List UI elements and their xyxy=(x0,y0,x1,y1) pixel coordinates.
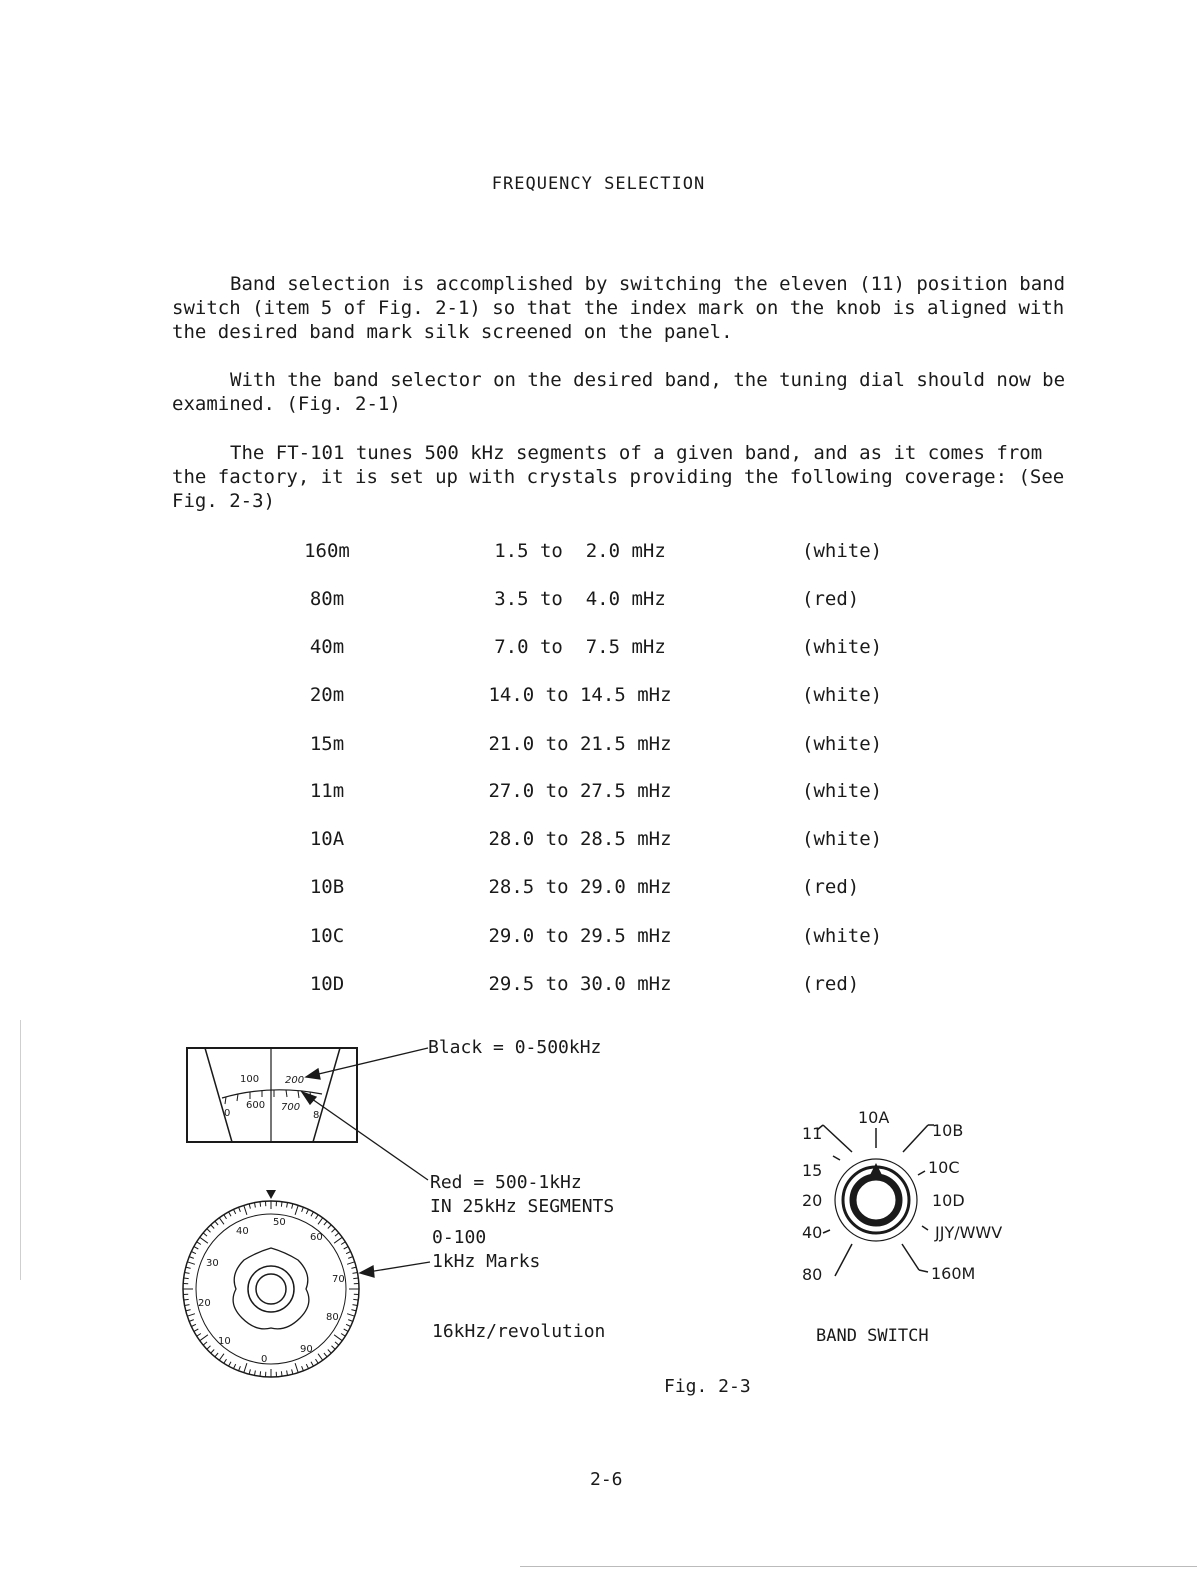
knob-tick xyxy=(316,1215,319,1219)
knob-tick xyxy=(197,1334,201,1337)
figure-caption: Fig. 2-3 xyxy=(664,1376,751,1397)
paragraph-tuning-dial: With the band selector on the desired band, the tuning dial should now be examined. (Fig. 2-1) xyxy=(172,369,1066,415)
knob-tick xyxy=(249,1204,250,1209)
knob-tick xyxy=(186,1310,191,1311)
knob-tick xyxy=(200,1237,208,1243)
band-color: (white) xyxy=(802,925,883,947)
band-color: (white) xyxy=(802,636,883,658)
band-range: 29.5 to 30.0 mHz xyxy=(488,973,672,995)
knob-tick xyxy=(353,1278,358,1279)
knob-tick xyxy=(344,1329,348,1331)
band-range: 3.5 to 4.0 mHz xyxy=(494,588,666,610)
knob-tick xyxy=(191,1324,196,1326)
knob-tick xyxy=(249,1369,250,1374)
knob-tick xyxy=(351,1310,356,1311)
knob-tick xyxy=(186,1267,191,1268)
knob-tick xyxy=(187,1314,195,1317)
knob-tick xyxy=(219,1354,224,1361)
knob-tick xyxy=(306,1209,308,1214)
knob-tick xyxy=(302,1366,304,1371)
band-range: 14.0 to 14.5 mHz xyxy=(488,684,672,706)
knob-tick xyxy=(292,1369,293,1374)
knob-tick xyxy=(211,1225,214,1229)
knob-label-30: 30 xyxy=(206,1258,219,1269)
paragraph-coverage: The FT-101 tunes 500 kHz segments of a given band, and as it comes from the factory, it is set up with crystals providing the following coverage: (See Fig. 2-3) xyxy=(172,442,1065,512)
knob-tick xyxy=(335,1233,339,1236)
knob-tick xyxy=(295,1205,298,1215)
knob-tick xyxy=(229,1362,231,1366)
knob-tick xyxy=(347,1314,355,1317)
knob-tick xyxy=(234,1209,236,1214)
knob-tick xyxy=(224,1215,227,1219)
knob-tick xyxy=(197,1242,201,1245)
switch-label-160m: 160M xyxy=(931,1264,976,1283)
knob-tick xyxy=(189,1257,194,1259)
knob-tick xyxy=(306,1364,308,1369)
knob-tick xyxy=(348,1320,353,1322)
knob-tick xyxy=(184,1299,189,1300)
band-color: (white) xyxy=(802,684,883,706)
knob-tick xyxy=(194,1329,198,1331)
switch-label-15: 15 xyxy=(802,1161,823,1180)
knob-tick xyxy=(194,1247,198,1249)
band-range: 27.0 to 27.5 mHz xyxy=(488,780,672,802)
knob-label-10: 10 xyxy=(218,1336,231,1347)
dial-label-8: 8 xyxy=(313,1110,320,1121)
band-color: (white) xyxy=(802,828,883,850)
knob-tick xyxy=(287,1371,288,1376)
band-range: 28.5 to 29.0 mHz xyxy=(488,876,672,898)
knob-tick xyxy=(185,1305,190,1306)
knob-tick xyxy=(328,1350,331,1354)
page-title: FREQUENCY SELECTION xyxy=(491,174,706,194)
knob-tick xyxy=(332,1229,336,1232)
knob-label-20: 20 xyxy=(198,1298,211,1309)
knob-tick xyxy=(184,1278,189,1279)
knob-tick xyxy=(287,1203,288,1208)
band-range: 29.0 to 29.5 mHz xyxy=(488,925,672,947)
switch-label-10c: 10C xyxy=(928,1158,960,1177)
knob-tick xyxy=(335,1342,339,1345)
knob-tick xyxy=(346,1324,351,1326)
knob-tick xyxy=(341,1242,345,1245)
band-name: 80m xyxy=(309,588,345,610)
knob-label-0: 0 xyxy=(261,1354,268,1365)
knob-tick xyxy=(353,1305,358,1306)
knob-tick xyxy=(207,1346,211,1349)
knob-tick xyxy=(311,1362,313,1366)
switch-label-11: 11 xyxy=(802,1124,823,1143)
knob-tick xyxy=(324,1353,327,1357)
switch-label-10b: 10B xyxy=(932,1121,964,1140)
knob-tick xyxy=(292,1204,293,1209)
band-color: (red) xyxy=(802,973,860,995)
knob-tick xyxy=(353,1299,358,1300)
switch-label-jjy-wwv: JJY/WWV xyxy=(935,1223,1003,1242)
footer-rule xyxy=(520,1566,1197,1567)
knob-tick xyxy=(255,1371,256,1376)
knob-tick xyxy=(348,1257,353,1259)
tuning-knob-ticks xyxy=(183,1201,359,1377)
band-switch-caption: BAND SWITCH xyxy=(816,1326,929,1346)
knob-tick xyxy=(311,1212,313,1216)
band-name: 15m xyxy=(309,733,345,755)
knob-tick xyxy=(260,1202,261,1207)
knob-label-80: 80 xyxy=(326,1312,339,1323)
knob-tick xyxy=(260,1371,261,1376)
knob-tick xyxy=(255,1203,256,1208)
knob-tick xyxy=(295,1363,298,1373)
dial-label-200: 200 xyxy=(285,1075,305,1086)
knob-tick xyxy=(318,1354,323,1361)
switch-label-80: 80 xyxy=(802,1265,823,1284)
knob-tick xyxy=(346,1252,351,1254)
paragraph-band-selection: Band selection is accomplished by switching the eleven (11) position band switch (item 5 of Fig. 2-1) so that the index mark on the knob is aligned with the desired band mark silk screened on the panel. xyxy=(172,273,1066,343)
knob-tick xyxy=(347,1262,355,1265)
knob-tick xyxy=(328,1225,331,1229)
band-color: (white) xyxy=(802,780,883,802)
knob-tick xyxy=(344,1247,348,1249)
band-name: 10B xyxy=(309,876,345,898)
dial-label-600: 600 xyxy=(246,1100,266,1111)
band-name: 10C xyxy=(309,925,345,947)
band-name: 160m xyxy=(304,540,350,562)
knob-tick xyxy=(187,1262,195,1265)
band-range: 21.0 to 21.5 mHz xyxy=(488,733,672,755)
knob-tick xyxy=(189,1320,194,1322)
range-label: 0-100 xyxy=(432,1227,487,1248)
knob-tick xyxy=(191,1252,196,1254)
dial-label-100: 100 xyxy=(240,1074,260,1085)
knob-tick xyxy=(185,1273,190,1274)
knob-label-60: 60 xyxy=(310,1232,323,1243)
switch-label-10a: 10A xyxy=(858,1108,890,1127)
knob-tick xyxy=(211,1350,214,1354)
band-name: 10D xyxy=(309,973,345,995)
switch-label-40: 40 xyxy=(802,1223,823,1242)
knob-tick xyxy=(332,1346,336,1349)
knob-label-70: 70 xyxy=(332,1274,345,1285)
knob-label-40: 40 xyxy=(236,1226,249,1237)
black-scale-label: Black = 0-500kHz xyxy=(428,1037,602,1058)
switch-label-20: 20 xyxy=(802,1191,823,1210)
revolution-label: 16kHz/revolution xyxy=(432,1321,606,1342)
knob-tick xyxy=(224,1359,227,1363)
knob-tick xyxy=(203,1342,207,1345)
dial-label-0: 0 xyxy=(224,1108,231,1119)
dial-label-700: 700 xyxy=(281,1102,301,1113)
band-color: (red) xyxy=(802,876,860,898)
knob-tick xyxy=(203,1233,207,1236)
knob-tick xyxy=(281,1202,282,1207)
knob-label-50: 50 xyxy=(273,1217,286,1228)
red-scale-label: Red = 500-1kHz xyxy=(430,1172,582,1193)
band-switch-diagram xyxy=(817,1125,934,1276)
band-color: (white) xyxy=(802,540,883,562)
band-name: 20m xyxy=(309,684,345,706)
knob-tick xyxy=(341,1334,345,1337)
knob-tick xyxy=(234,1364,236,1369)
knob-tick xyxy=(244,1363,247,1373)
knob-tick xyxy=(200,1335,208,1341)
knob-tick xyxy=(316,1359,319,1363)
band-range: 1.5 to 2.0 mHz xyxy=(494,540,666,562)
knob-tick xyxy=(334,1237,342,1243)
knob-tick xyxy=(281,1371,282,1376)
knob-tick xyxy=(302,1207,304,1212)
knob-tick xyxy=(215,1353,218,1357)
knob-tick xyxy=(318,1218,323,1225)
knob-tick xyxy=(219,1218,224,1225)
band-range: 28.0 to 28.5 mHz xyxy=(488,828,672,850)
band-name: 40m xyxy=(309,636,345,658)
segments-label: IN 25kHz SEGMENTS xyxy=(430,1196,615,1217)
dial-window-diagram xyxy=(187,1048,357,1142)
knob-tick xyxy=(324,1221,327,1225)
band-color: (red) xyxy=(802,588,860,610)
knob-tick xyxy=(351,1267,356,1268)
switch-label-10d: 10D xyxy=(932,1191,965,1210)
band-color: (white) xyxy=(802,733,883,755)
page-number: 2-6 xyxy=(590,1469,623,1490)
knob-tick xyxy=(244,1205,247,1215)
knob-tick xyxy=(353,1273,358,1274)
band-range: 7.0 to 7.5 mHz xyxy=(494,636,666,658)
knob-tick xyxy=(334,1335,342,1341)
knob-label-90: 90 xyxy=(300,1344,313,1355)
band-name: 11m xyxy=(309,780,345,802)
marks-label: 1kHz Marks xyxy=(432,1251,541,1272)
knob-tick xyxy=(239,1207,241,1212)
knob-tick xyxy=(239,1366,241,1371)
knob-tick xyxy=(215,1221,218,1225)
knob-tick xyxy=(229,1212,231,1216)
knob-tick xyxy=(207,1229,211,1232)
band-name: 10A xyxy=(309,828,345,850)
